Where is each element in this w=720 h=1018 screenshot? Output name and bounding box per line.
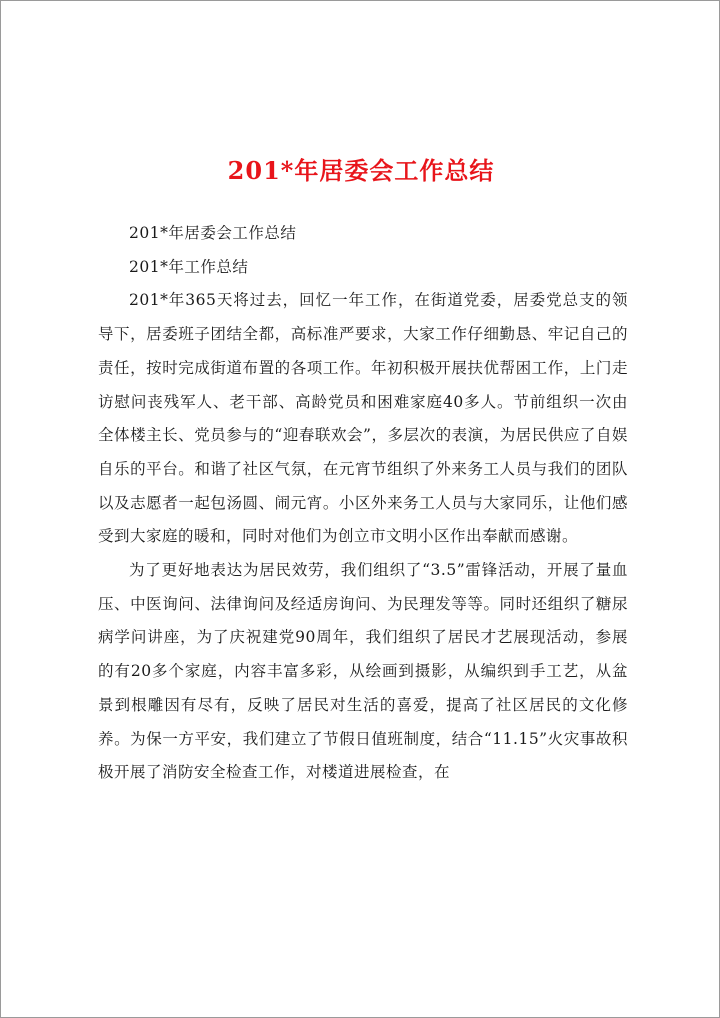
document-body [98, 217, 628, 790]
paragraph-subtitle: 201*年居委会工作总结 [129, 224, 297, 242]
paragraph: 为了更好地表达为居民效劳，我们组织了“3.5”雷锋活动，开展了量血压、中医询问、法律询问及经适房询问、为民理发等等。同时还组织了糖尿病学问讲座，为了庆祝建党90周年，我们组织了居民才艺展现活动，参展的有20多个家庭，内容丰富多彩，从绘画到摄影，从编织到手工艺，从盆景到根雕因有尽有，反映了居民对生活的喜爱，提高了社区居民的文化修养。为保一方平安，我们建立了节假日值班制度，结合“11.15”火灾事故积极开展了消防安全检查工作，对楼道进展检查，在 [98, 561, 628, 782]
paragraph: 201*年365天将过去，回忆一年工作，在街道党委，居委党总支的领导下，居委班子团结全都，高标准严要求，大家工作仔细勤恳、牢记自己的责任，按时完成街道布置的各项工作。年初积极开展扶优帮困工作，上门走访慰问丧残军人、老干部、高龄党员和困难家庭40多人。节前组织一次由全体楼主长、党员参与的“迎春联欢会”，多层次的表演，为居民供应了自娱自乐的平台。和谐了社区气氛，在元宵节组织了外来务工人员与我们的团队以及志愿者一起包汤圆、闹元宵。小区外来务工人员与大家同乐，让他们感受到大家庭的暖和，同时对他们为创立市文明小区作出奉献而感谢。 [98, 291, 628, 546]
document-title: 201*年居委会工作总结 [227, 156, 495, 185]
paragraph-heading: 201*年工作总结 [129, 257, 249, 276]
